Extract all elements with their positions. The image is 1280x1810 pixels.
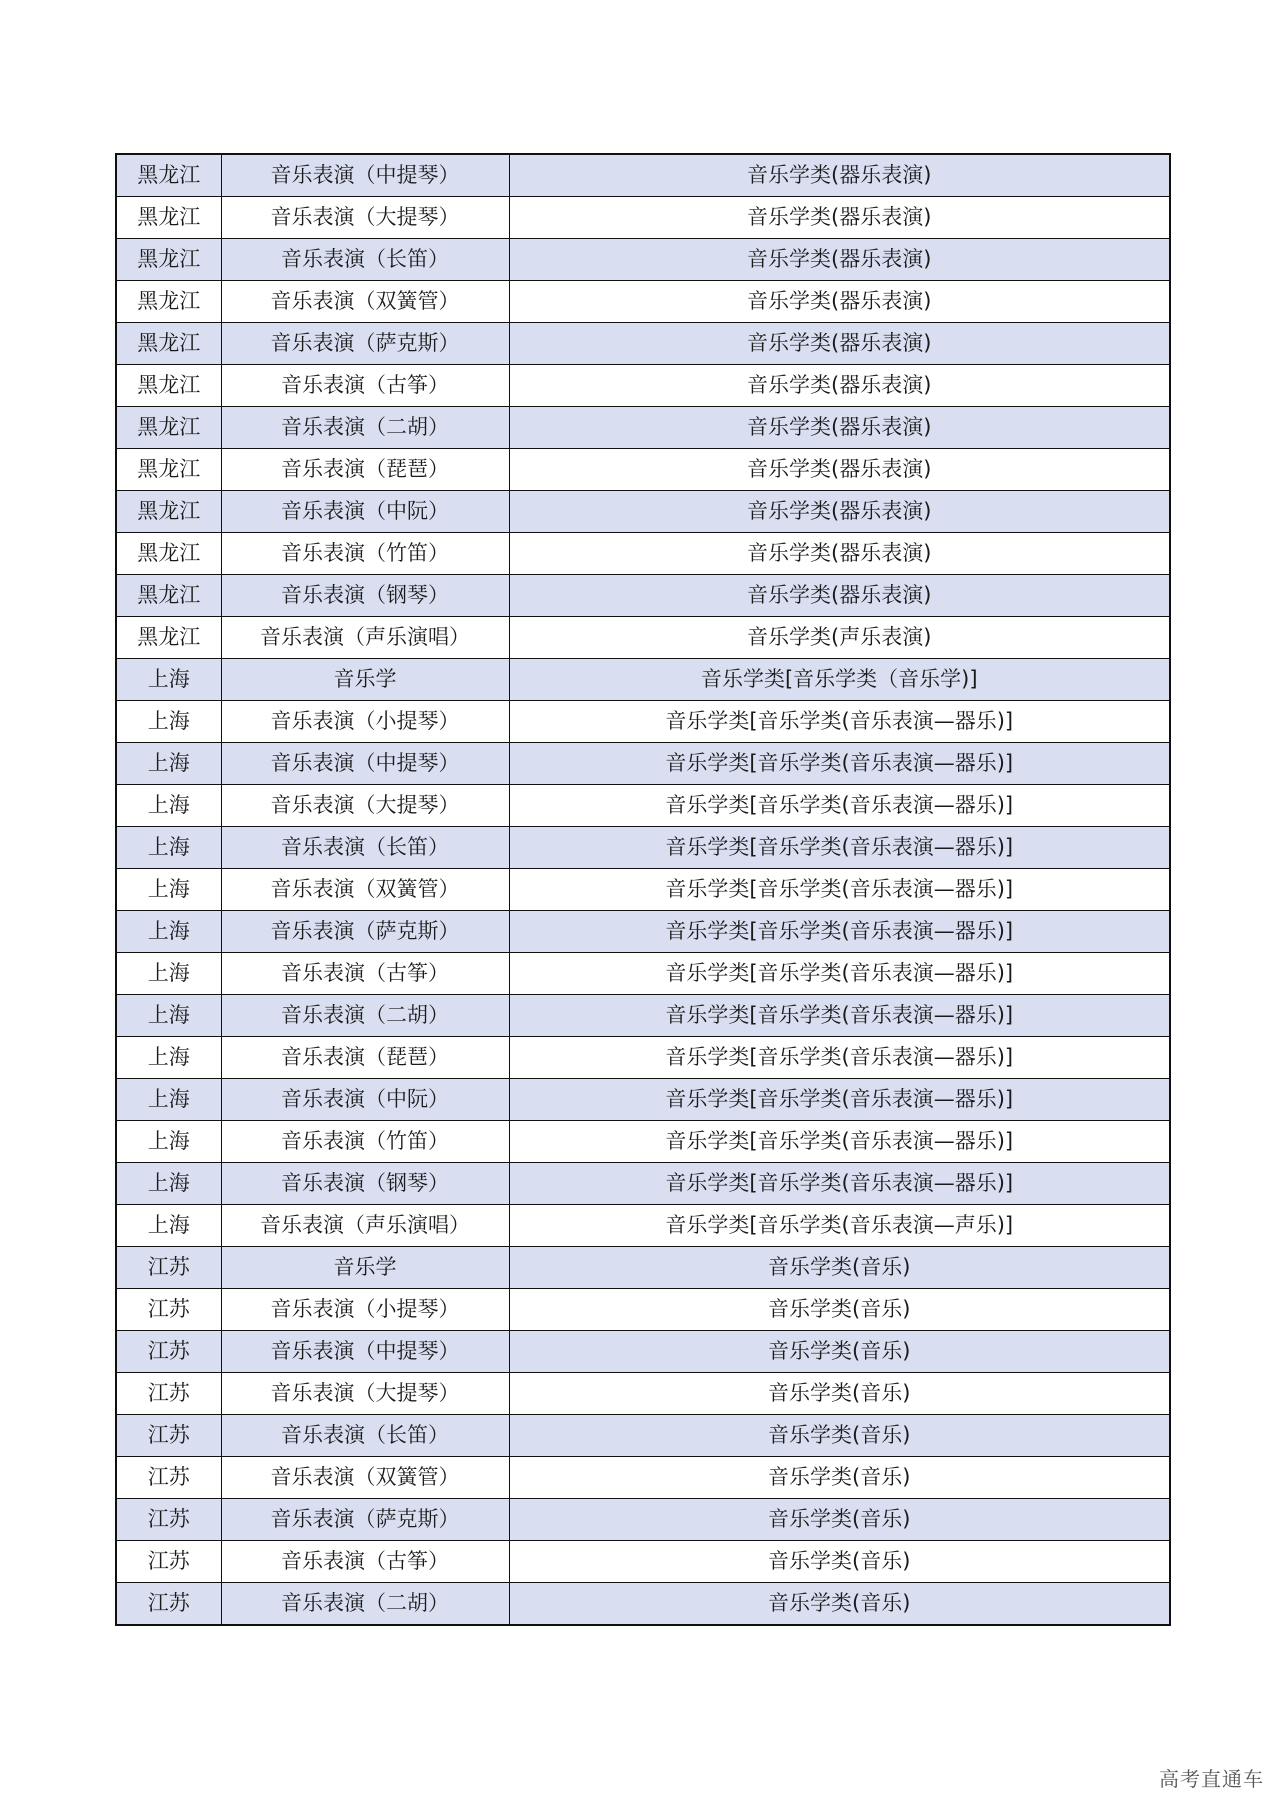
category-cell: 音乐学类[音乐学类(音乐表演—器乐)] [509, 743, 1170, 785]
category-cell: 音乐学类(器乐表演) [509, 533, 1170, 575]
province-cell: 黑龙江 [116, 491, 221, 533]
category-cell: 音乐学类(器乐表演) [509, 197, 1170, 239]
category-cell: 音乐学类(音乐) [509, 1457, 1170, 1499]
major-cell: 音乐表演（小提琴） [221, 1289, 509, 1331]
table-row [116, 995, 1170, 1037]
category-cell: 音乐学类(音乐) [509, 1247, 1170, 1289]
major-cell: 音乐表演（声乐演唱） [221, 1205, 509, 1247]
category-cell: 音乐学类(音乐) [509, 1541, 1170, 1583]
major-cell: 音乐表演（双簧管） [221, 281, 509, 323]
category-cell: 音乐学类(器乐表演) [509, 491, 1170, 533]
province-cell: 江苏 [116, 1583, 221, 1626]
province-cell: 江苏 [116, 1331, 221, 1373]
major-cell: 音乐表演（中阮） [221, 491, 509, 533]
major-cell: 音乐表演（萨克斯） [221, 323, 509, 365]
table-row [116, 1457, 1170, 1499]
category-cell: 音乐学类(器乐表演) [509, 281, 1170, 323]
major-cell: 音乐表演（竹笛） [221, 533, 509, 575]
province-cell: 上海 [116, 785, 221, 827]
category-cell: 音乐学类[音乐学类(音乐表演—器乐)] [509, 1163, 1170, 1205]
province-cell: 上海 [116, 743, 221, 785]
province-cell: 上海 [116, 1037, 221, 1079]
table-row [116, 743, 1170, 785]
category-cell: 音乐学类(音乐) [509, 1373, 1170, 1415]
table-row [116, 1121, 1170, 1163]
province-cell: 上海 [116, 1163, 221, 1205]
table-row [116, 1247, 1170, 1289]
major-cell: 音乐表演（二胡） [221, 995, 509, 1037]
table-row [116, 827, 1170, 869]
province-cell: 上海 [116, 701, 221, 743]
table-row [116, 1289, 1170, 1331]
table-row [116, 1541, 1170, 1583]
major-cell: 音乐表演（竹笛） [221, 1121, 509, 1163]
province-cell: 黑龙江 [116, 407, 221, 449]
major-cell: 音乐表演（萨克斯） [221, 911, 509, 953]
major-cell: 音乐表演（二胡） [221, 407, 509, 449]
table-row [116, 1499, 1170, 1541]
major-cell: 音乐学 [221, 1247, 509, 1289]
category-cell: 音乐学类(声乐表演) [509, 617, 1170, 659]
province-cell: 江苏 [116, 1415, 221, 1457]
category-cell: 音乐学类(器乐表演) [509, 407, 1170, 449]
province-cell: 江苏 [116, 1457, 221, 1499]
table-row [116, 1415, 1170, 1457]
category-cell: 音乐学类(器乐表演) [509, 575, 1170, 617]
major-cell: 音乐表演（二胡） [221, 1583, 509, 1626]
table-row [116, 1037, 1170, 1079]
major-cell: 音乐表演（琵琶） [221, 1037, 509, 1079]
table-row [116, 365, 1170, 407]
province-cell: 江苏 [116, 1541, 221, 1583]
table-row [116, 911, 1170, 953]
table-row [116, 323, 1170, 365]
table-row [116, 1583, 1170, 1626]
category-cell: 音乐学类(器乐表演) [509, 365, 1170, 407]
table-row [116, 659, 1170, 701]
major-cell: 音乐表演（大提琴） [221, 1373, 509, 1415]
province-cell: 上海 [116, 827, 221, 869]
province-cell: 黑龙江 [116, 239, 221, 281]
province-cell: 上海 [116, 659, 221, 701]
category-cell: 音乐学类[音乐学类(音乐表演—器乐)] [509, 995, 1170, 1037]
category-cell: 音乐学类[音乐学类(音乐表演—器乐)] [509, 1121, 1170, 1163]
major-cell: 音乐表演（古筝） [221, 365, 509, 407]
major-cell: 音乐表演（双簧管） [221, 1457, 509, 1499]
province-cell: 上海 [116, 1205, 221, 1247]
table-row [116, 575, 1170, 617]
category-cell: 音乐学类[音乐学类(音乐表演—器乐)] [509, 869, 1170, 911]
category-cell: 音乐学类[音乐学类(音乐表演—器乐)] [509, 785, 1170, 827]
table-row [116, 785, 1170, 827]
table-row [116, 1163, 1170, 1205]
major-cell: 音乐表演（中提琴） [221, 154, 509, 197]
province-cell: 黑龙江 [116, 617, 221, 659]
category-cell: 音乐学类(音乐) [509, 1499, 1170, 1541]
province-cell: 黑龙江 [116, 575, 221, 617]
province-cell: 黑龙江 [116, 197, 221, 239]
province-cell: 黑龙江 [116, 281, 221, 323]
province-cell: 江苏 [116, 1373, 221, 1415]
province-cell: 江苏 [116, 1499, 221, 1541]
table-row [116, 617, 1170, 659]
major-cell: 音乐表演（双簧管） [221, 869, 509, 911]
province-cell: 江苏 [116, 1289, 221, 1331]
table-row [116, 1331, 1170, 1373]
major-cell: 音乐表演（长笛） [221, 239, 509, 281]
category-cell: 音乐学类(器乐表演) [509, 449, 1170, 491]
table-row [116, 154, 1170, 197]
major-mapping-table [115, 153, 1171, 1626]
table-row [116, 1079, 1170, 1121]
table-row [116, 197, 1170, 239]
major-cell: 音乐表演（小提琴） [221, 701, 509, 743]
major-cell: 音乐表演（长笛） [221, 827, 509, 869]
category-cell: 音乐学类[音乐学类(音乐表演—器乐)] [509, 1079, 1170, 1121]
table-row [116, 701, 1170, 743]
major-cell: 音乐表演（中提琴） [221, 743, 509, 785]
province-cell: 上海 [116, 911, 221, 953]
table-row [116, 869, 1170, 911]
category-cell: 音乐学类[音乐学类(音乐表演—器乐)] [509, 701, 1170, 743]
major-cell: 音乐表演（长笛） [221, 1415, 509, 1457]
major-cell: 音乐表演（古筝） [221, 953, 509, 995]
major-cell: 音乐表演（琵琶） [221, 449, 509, 491]
province-cell: 上海 [116, 869, 221, 911]
major-cell: 音乐表演（萨克斯） [221, 1499, 509, 1541]
category-cell: 音乐学类[音乐学类(音乐表演—器乐)] [509, 953, 1170, 995]
category-cell: 音乐学类(音乐) [509, 1583, 1170, 1626]
major-cell: 音乐学 [221, 659, 509, 701]
province-cell: 上海 [116, 995, 221, 1037]
category-cell: 音乐学类(音乐) [509, 1331, 1170, 1373]
major-cell: 音乐表演（钢琴） [221, 1163, 509, 1205]
province-cell: 上海 [116, 953, 221, 995]
table-row [116, 1205, 1170, 1247]
category-cell: 音乐学类(器乐表演) [509, 239, 1170, 281]
category-cell: 音乐学类(器乐表演) [509, 154, 1170, 197]
category-cell: 音乐学类[音乐学类（音乐学)] [509, 659, 1170, 701]
province-cell: 江苏 [116, 1247, 221, 1289]
table-row [116, 407, 1170, 449]
watermark: 高考直通车 [1159, 1767, 1264, 1791]
province-cell: 黑龙江 [116, 365, 221, 407]
category-cell: 音乐学类(器乐表演) [509, 323, 1170, 365]
table-body [116, 154, 1170, 1625]
major-cell: 音乐表演（钢琴） [221, 575, 509, 617]
category-cell: 音乐学类[音乐学类(音乐表演—器乐)] [509, 1037, 1170, 1079]
table-row [116, 491, 1170, 533]
table-row [116, 1373, 1170, 1415]
category-cell: 音乐学类[音乐学类(音乐表演—器乐)] [509, 911, 1170, 953]
province-cell: 黑龙江 [116, 449, 221, 491]
table-row [116, 449, 1170, 491]
table-row [116, 953, 1170, 995]
province-cell: 黑龙江 [116, 154, 221, 197]
table-row [116, 533, 1170, 575]
category-cell: 音乐学类[音乐学类(音乐表演—器乐)] [509, 827, 1170, 869]
province-cell: 上海 [116, 1121, 221, 1163]
major-cell: 音乐表演（古筝） [221, 1541, 509, 1583]
category-cell: 音乐学类[音乐学类(音乐表演—声乐)] [509, 1205, 1170, 1247]
category-cell: 音乐学类(音乐) [509, 1415, 1170, 1457]
major-cell: 音乐表演（声乐演唱） [221, 617, 509, 659]
major-cell: 音乐表演（中阮） [221, 1079, 509, 1121]
table-row [116, 281, 1170, 323]
province-cell: 黑龙江 [116, 323, 221, 365]
major-cell: 音乐表演（大提琴） [221, 197, 509, 239]
major-cell: 音乐表演（中提琴） [221, 1331, 509, 1373]
major-cell: 音乐表演（大提琴） [221, 785, 509, 827]
province-cell: 黑龙江 [116, 533, 221, 575]
province-cell: 上海 [116, 1079, 221, 1121]
category-cell: 音乐学类(音乐) [509, 1289, 1170, 1331]
table-row [116, 239, 1170, 281]
